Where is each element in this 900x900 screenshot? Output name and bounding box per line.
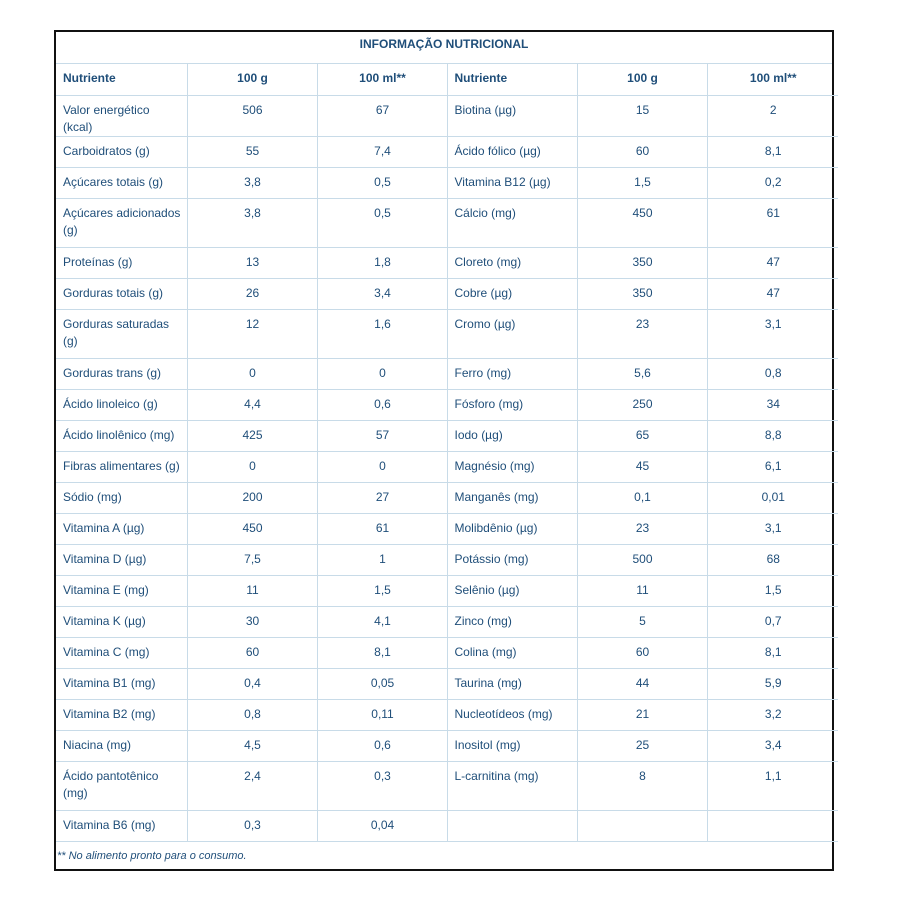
value-100ml: 8,1: [707, 637, 838, 668]
value-100g: 450: [187, 513, 317, 544]
nutrient-name: Ácido fólico (µg): [447, 136, 577, 167]
nutrient-name: Vitamina B6 (mg): [56, 810, 187, 841]
value-100ml: 4,1: [317, 606, 447, 637]
value-100g: 55: [187, 136, 317, 167]
value-100ml: 0: [317, 358, 447, 389]
nutrient-name: Proteínas (g): [56, 247, 187, 278]
nutrient-name: Colina (mg): [447, 637, 577, 668]
value-100g: 8: [577, 761, 707, 810]
value-100g: 23: [577, 309, 707, 358]
nutrient-name: Cálcio (mg): [447, 198, 577, 247]
value-100g: 200: [187, 482, 317, 513]
value-100g: 0: [187, 358, 317, 389]
value-100ml: 47: [707, 278, 838, 309]
nutrient-name: Cromo (µg): [447, 309, 577, 358]
header-per-100g: 100 g: [187, 63, 317, 95]
value-100g: 45: [577, 451, 707, 482]
value-100ml: 1,5: [707, 575, 838, 606]
value-100ml: 68: [707, 544, 838, 575]
table-row: [56, 637, 838, 668]
table-row: [56, 309, 838, 358]
value-100ml: 3,4: [707, 730, 838, 761]
nutrient-name: Valor energético (kcal): [56, 95, 187, 136]
value-100g: 0,3: [187, 810, 317, 841]
table-row: [56, 358, 838, 389]
table-row: [56, 167, 838, 198]
nutrient-name: Ácido linoleico (g): [56, 389, 187, 420]
table-row: [56, 699, 838, 730]
value-100ml: 34: [707, 389, 838, 420]
value-100g: 11: [577, 575, 707, 606]
nutrient-name: Iodo (µg): [447, 420, 577, 451]
value-100ml: 0,05: [317, 668, 447, 699]
value-100ml: 27: [317, 482, 447, 513]
nutrient-name: Cobre (µg): [447, 278, 577, 309]
value-100g: 21: [577, 699, 707, 730]
value-100g: 23: [577, 513, 707, 544]
table-row: [56, 668, 838, 699]
nutrient-name: Selênio (µg): [447, 575, 577, 606]
value-100g: 13: [187, 247, 317, 278]
value-100ml: 3,2: [707, 699, 838, 730]
header-nutrient: Nutriente: [447, 63, 577, 95]
nutrient-name: Ácido linolênico (mg): [56, 420, 187, 451]
nutrient-name: Sódio (mg): [56, 482, 187, 513]
value-100g: 60: [187, 637, 317, 668]
value-100g: 4,5: [187, 730, 317, 761]
value-100ml: 67: [317, 95, 447, 136]
table-row: [56, 761, 838, 810]
nutrient-name: Açúcares adicionados (g): [56, 198, 187, 247]
nutrient-name: Gorduras totais (g): [56, 278, 187, 309]
nutrient-name: Zinco (mg): [447, 606, 577, 637]
value-100g: 65: [577, 420, 707, 451]
nutrient-name: Vitamina B12 (µg): [447, 167, 577, 198]
nutrient-name: [447, 810, 577, 841]
value-100ml: 0,6: [317, 730, 447, 761]
value-100ml: 8,8: [707, 420, 838, 451]
value-100g: 5: [577, 606, 707, 637]
value-100ml: 47: [707, 247, 838, 278]
nutrient-name: L-carnitina (mg): [447, 761, 577, 810]
value-100g: 506: [187, 95, 317, 136]
value-100ml: 1: [317, 544, 447, 575]
header-per-100ml: 100 ml**: [707, 63, 838, 95]
value-100ml: 0,6: [317, 389, 447, 420]
value-100g: 30: [187, 606, 317, 637]
nutrient-name: Taurina (mg): [447, 668, 577, 699]
value-100ml: 5,9: [707, 668, 838, 699]
header-per-100g: 100 g: [577, 63, 707, 95]
value-100g: 500: [577, 544, 707, 575]
nutrient-name: Niacina (mg): [56, 730, 187, 761]
nutrient-name: Magnésio (mg): [447, 451, 577, 482]
value-100g: 2,4: [187, 761, 317, 810]
table-row: [56, 247, 838, 278]
table-row: [56, 451, 838, 482]
value-100g: 25: [577, 730, 707, 761]
nutrient-name: Vitamina C (mg): [56, 637, 187, 668]
value-100g: 0,8: [187, 699, 317, 730]
value-100g: 11: [187, 575, 317, 606]
header-nutrient: Nutriente: [56, 63, 187, 95]
table-row: [56, 198, 838, 247]
table-row: [56, 513, 838, 544]
value-100ml: 7,4: [317, 136, 447, 167]
value-100ml: 8,1: [317, 637, 447, 668]
table-title: INFORMAÇÃO NUTRICIONAL: [56, 32, 832, 64]
table-row: [56, 278, 838, 309]
nutrient-name: Carboidratos (g): [56, 136, 187, 167]
value-100g: 60: [577, 637, 707, 668]
value-100g: 7,5: [187, 544, 317, 575]
value-100g: 3,8: [187, 167, 317, 198]
nutrient-name: Gorduras saturadas (g): [56, 309, 187, 358]
nutrient-name: Molibdênio (µg): [447, 513, 577, 544]
value-100g: 450: [577, 198, 707, 247]
table-row: [56, 544, 838, 575]
value-100ml: 61: [707, 198, 838, 247]
value-100ml: 0,11: [317, 699, 447, 730]
nutrition-table: [56, 63, 838, 842]
value-100ml: 8,1: [707, 136, 838, 167]
nutrient-name: Potássio (mg): [447, 544, 577, 575]
value-100g: 0,4: [187, 668, 317, 699]
value-100ml: 0,7: [707, 606, 838, 637]
value-100ml: 1,1: [707, 761, 838, 810]
nutrient-name: Cloreto (mg): [447, 247, 577, 278]
nutrient-name: Vitamina A (µg): [56, 513, 187, 544]
value-100g: 15: [577, 95, 707, 136]
value-100ml: 3,1: [707, 309, 838, 358]
value-100ml: 0,2: [707, 167, 838, 198]
value-100g: 0,1: [577, 482, 707, 513]
value-100g: 26: [187, 278, 317, 309]
value-100g: 350: [577, 278, 707, 309]
nutrient-name: Açúcares totais (g): [56, 167, 187, 198]
nutrition-table-frame: [54, 30, 834, 871]
table-row: [56, 482, 838, 513]
table-row: [56, 575, 838, 606]
nutrient-name: Vitamina K (µg): [56, 606, 187, 637]
value-100ml: 0,01: [707, 482, 838, 513]
nutrient-name: Inositol (mg): [447, 730, 577, 761]
nutrient-name: Vitamina E (mg): [56, 575, 187, 606]
nutrient-name: Manganês (mg): [447, 482, 577, 513]
table-row: [56, 389, 838, 420]
value-100ml: 1,8: [317, 247, 447, 278]
value-100g: [577, 810, 707, 841]
table-row: [56, 95, 838, 136]
value-100ml: 0,5: [317, 167, 447, 198]
table-row: [56, 730, 838, 761]
value-100ml: 0,5: [317, 198, 447, 247]
nutrient-name: Vitamina B2 (mg): [56, 699, 187, 730]
header-row: [56, 63, 838, 95]
table-row: [56, 606, 838, 637]
value-100g: 12: [187, 309, 317, 358]
value-100g: 1,5: [577, 167, 707, 198]
nutrient-name: Ferro (mg): [447, 358, 577, 389]
footnote: ** No alimento pronto para o consumo.: [57, 850, 247, 862]
value-100g: 44: [577, 668, 707, 699]
value-100g: 0: [187, 451, 317, 482]
value-100ml: 0: [317, 451, 447, 482]
nutrient-name: Vitamina D (µg): [56, 544, 187, 575]
value-100ml: 3,1: [707, 513, 838, 544]
value-100ml: 1,6: [317, 309, 447, 358]
value-100ml: 6,1: [707, 451, 838, 482]
nutrient-name: Fibras alimentares (g): [56, 451, 187, 482]
value-100g: 4,4: [187, 389, 317, 420]
value-100g: 425: [187, 420, 317, 451]
nutrient-name: Vitamina B1 (mg): [56, 668, 187, 699]
nutrient-name: Biotina (µg): [447, 95, 577, 136]
value-100g: 250: [577, 389, 707, 420]
value-100ml: 0,3: [317, 761, 447, 810]
nutrient-name: Fósforo (mg): [447, 389, 577, 420]
nutrient-name: Gorduras trans (g): [56, 358, 187, 389]
value-100ml: 0,04: [317, 810, 447, 841]
value-100g: 350: [577, 247, 707, 278]
value-100ml: 61: [317, 513, 447, 544]
value-100ml: 1,5: [317, 575, 447, 606]
nutrient-name: Ácido pantotênico (mg): [56, 761, 187, 810]
value-100g: 3,8: [187, 198, 317, 247]
value-100ml: [707, 810, 838, 841]
table-row: [56, 420, 838, 451]
nutrient-name: Nucleotídeos (mg): [447, 699, 577, 730]
value-100ml: 0,8: [707, 358, 838, 389]
table-row: [56, 136, 838, 167]
value-100ml: 3,4: [317, 278, 447, 309]
table-row: [56, 810, 838, 841]
value-100ml: 2: [707, 95, 838, 136]
value-100ml: 57: [317, 420, 447, 451]
header-per-100ml: 100 ml**: [317, 63, 447, 95]
value-100g: 60: [577, 136, 707, 167]
value-100g: 5,6: [577, 358, 707, 389]
